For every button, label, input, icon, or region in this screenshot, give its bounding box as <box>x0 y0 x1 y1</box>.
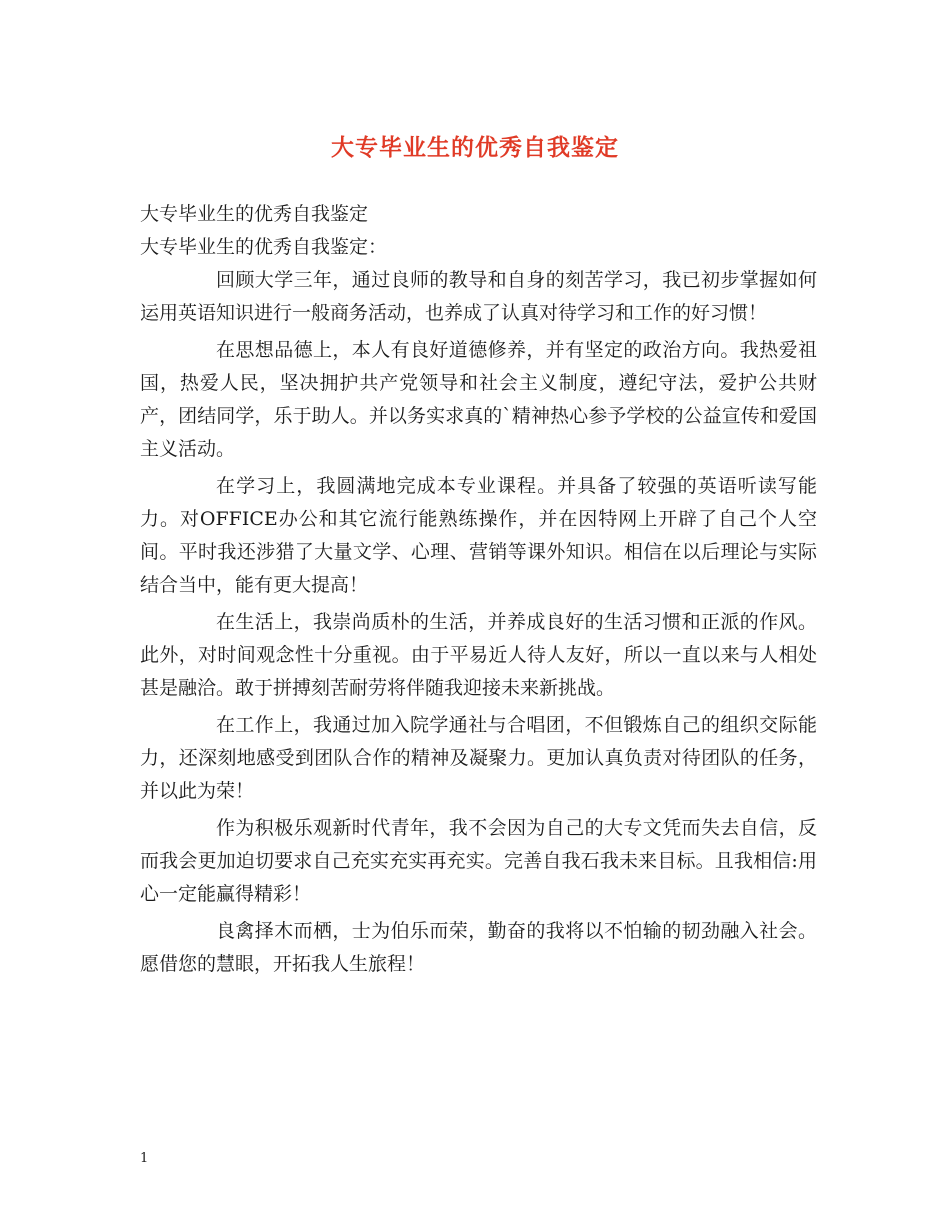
paragraph-confidence: 作为积极乐观新时代青年，我不会因为自己的大专文凭而失去自信，反而我会更加迫切要求自己充实充实再充实。完善自我石我未来目标。且我相信:用心一定能赢得精彩！ <box>140 817 817 905</box>
paragraph-closing: 良禽择木而栖，士为伯乐而荣，勤奋的我将以不怕输的韧劲融入社会。愿借您的慧眼，开拓我人生旅程！ <box>140 920 817 975</box>
paragraph-work: 在工作上，我通过加入院学通社与合唱团，不但锻炼自己的组织交际能力，还深刻地感受到团队合作的精神及凝聚力。更加认真负责对待团队的任务，并以此为荣！ <box>140 714 817 802</box>
page-number: 1 <box>140 1151 149 1166</box>
subtitle-line-with-colon: 大专毕业生的优秀自我鉴定： <box>140 236 388 258</box>
subtitle-line: 大专毕业生的优秀自我鉴定 <box>140 203 369 225</box>
paragraph-study: 在学习上，我圆满地完成本专业课程。并具备了较强的英语听读写能力。对OFFICE办公和其它流行能熟练操作，并在因特网上开辟了自己个人空间。平时我还涉猎了大量文学、心理、营销等课外知识。相信在以后理论与实际结合当中，能有更大提高！ <box>140 475 817 596</box>
paragraph-morality: 在思想品德上，本人有良好道德修养，并有坚定的政治方向。我热爱祖国，热爱人民，坚决拥护共产党领导和社会主义制度，遵纪守法，爱护公共财产，团结同学，乐于助人。并以务实求真的`精神热心参予学校的公益宣传和爱国主义活动。 <box>140 339 817 460</box>
paragraph-review: 回顾大学三年，通过良师的教导和自身的刻苦学习，我已初步掌握如何运用英语知识进行一般商务活动，也养成了认真对待学习和工作的好习惯！ <box>140 269 817 324</box>
paragraph-life: 在生活上，我崇尚质朴的生活，并养成良好的生活习惯和正派的作风。此外，对时间观念性十分重视。由于平易近人待人友好，所以一直以来与人相处甚是融洽。敢于拼搏刻苦耐劳将伴随我迎接未来新挑战。 <box>140 611 817 699</box>
document-body <box>140 198 817 985</box>
document-title: 大专毕业生的优秀自我鉴定 <box>331 134 619 161</box>
